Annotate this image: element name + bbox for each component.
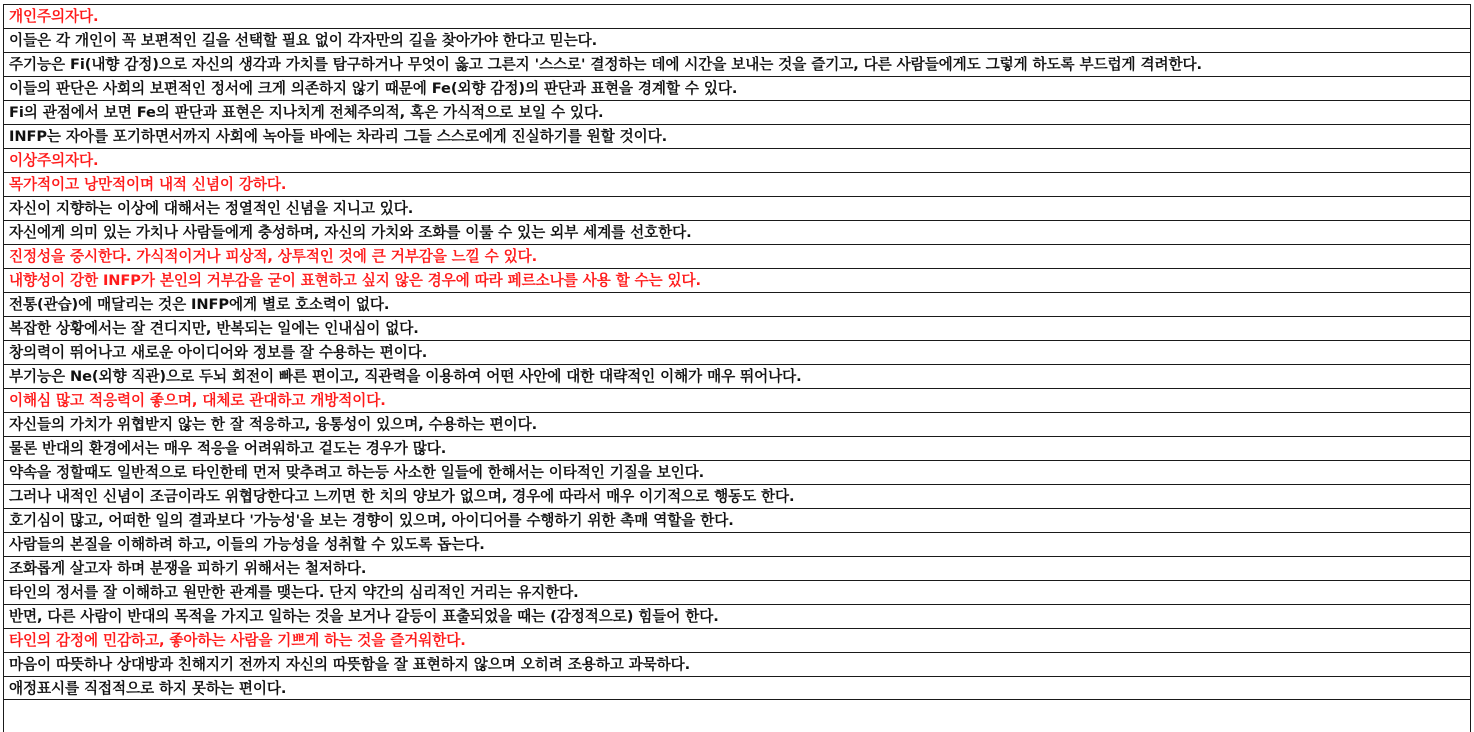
text-cell[interactable]: 부기능은 Ne(외향 직관)으로 두뇌 회전이 빠른 편이고, 직관력을 이용하여 어떤 사안에 대한 대략적인 이해가 매우 뛰어나다.: [4, 364, 1470, 388]
highlighted-cell[interactable]: 이해심 많고 적응력이 좋으며, 대체로 관대하고 개방적이다.: [4, 388, 1470, 412]
text-cell[interactable]: 이들의 판단은 사회의 보편적인 정서에 크게 의존하지 않기 때문에 Fe(외향 감정)의 판단과 표현을 경계할 수 있다.: [4, 76, 1470, 100]
highlighted-cell[interactable]: 진정성을 중시한다. 가식적이거나 피상적, 상투적인 것에 큰 거부감을 느낄 수 있다.: [4, 244, 1470, 268]
spreadsheet-column: [3, 4, 1471, 732]
text-cell[interactable]: 사람들의 본질을 이해하려 하고, 이들의 가능성을 성취할 수 있도록 돕는다.: [4, 532, 1470, 556]
text-cell[interactable]: 마음이 따뜻하나 상대방과 친해지기 전까지 자신의 따뜻함을 잘 표현하지 않으며 오히려 조용하고 과묵하다.: [4, 652, 1470, 676]
text-cell[interactable]: 자신들의 가치가 위협받지 않는 한 잘 적응하고, 융통성이 있으며, 수용하는 편이다.: [4, 412, 1470, 436]
text-cell[interactable]: 호기심이 많고, 어떠한 일의 결과보다 '가능성'을 보는 경향이 있으며, 아이디어를 수행하기 위한 촉매 역할을 한다.: [4, 508, 1470, 532]
text-cell[interactable]: 조화롭게 살고자 하며 분쟁을 피하기 위해서는 철저하다.: [4, 556, 1470, 580]
text-cell[interactable]: 반면, 다른 사람이 반대의 목적을 가지고 일하는 것을 보거나 갈등이 표출되었을 때는 (감정적으로) 힘들어 한다.: [4, 604, 1470, 628]
text-cell[interactable]: 약속을 정할때도 일반적으로 타인한테 먼저 맞추려고 하는등 사소한 일들에 한해서는 이타적인 기질을 보인다.: [4, 460, 1470, 484]
text-cell[interactable]: 애정표시를 직접적으로 하지 못하는 편이다.: [4, 676, 1470, 700]
highlighted-cell[interactable]: 목가적이고 낭만적이며 내적 신념이 강하다.: [4, 172, 1470, 196]
text-cell[interactable]: 이들은 각 개인이 꼭 보편적인 길을 선택할 필요 없이 각자만의 길을 찾아가야 한다고 믿는다.: [4, 28, 1470, 52]
highlighted-cell[interactable]: 개인주의자다.: [4, 4, 1470, 28]
highlighted-cell[interactable]: 내향성이 강한 INFP가 본인의 거부감을 굳이 표현하고 싶지 않은 경우에 따라 페르소나를 사용 할 수는 있다.: [4, 268, 1470, 292]
text-cell[interactable]: Fi의 관점에서 보면 Fe의 판단과 표현은 지나치게 전체주의적, 혹은 가식적으로 보일 수 있다.: [4, 100, 1470, 124]
text-cell[interactable]: 주기능은 Fi(내향 감정)으로 자신의 생각과 가치를 탐구하거나 무엇이 옳고 그른지 '스스로' 결정하는 데에 시간을 보내는 것을 즐기고, 다른 사람들에게도 그렇게 하도록 부드럽게 격려한다.: [4, 52, 1470, 76]
text-cell[interactable]: 타인의 정서를 잘 이해하고 원만한 관계를 맺는다. 단지 약간의 심리적인 거리는 유지한다.: [4, 580, 1470, 604]
highlighted-cell[interactable]: 이상주의자다.: [4, 148, 1470, 172]
text-cell[interactable]: 복잡한 상황에서는 잘 견디지만, 반복되는 일에는 인내심이 없다.: [4, 316, 1470, 340]
text-cell[interactable]: 그러나 내적인 신념이 조금이라도 위협당한다고 느끼면 한 치의 양보가 없으며, 경우에 따라서 매우 이기적으로 행동도 한다.: [4, 484, 1470, 508]
text-cell[interactable]: 물론 반대의 환경에서는 매우 적응을 어려워하고 겉도는 경우가 많다.: [4, 436, 1470, 460]
text-cell[interactable]: INFP는 자아를 포기하면서까지 사회에 녹아들 바에는 차라리 그들 스스로에게 진실하기를 원할 것이다.: [4, 124, 1470, 148]
highlighted-cell[interactable]: 타인의 감정에 민감하고, 좋아하는 사람을 기쁘게 하는 것을 즐거워한다.: [4, 628, 1470, 652]
text-cell[interactable]: 자신이 지향하는 이상에 대해서는 정열적인 신념을 지니고 있다.: [4, 196, 1470, 220]
text-cell[interactable]: 전통(관습)에 매달리는 것은 INFP에게 별로 호소력이 없다.: [4, 292, 1470, 316]
text-cell[interactable]: 자신에게 의미 있는 가치나 사람들에게 충성하며, 자신의 가치와 조화를 이룰 수 있는 외부 세계를 선호한다.: [4, 220, 1470, 244]
text-cell[interactable]: 창의력이 뛰어나고 새로운 아이디어와 정보를 잘 수용하는 편이다.: [4, 340, 1470, 364]
